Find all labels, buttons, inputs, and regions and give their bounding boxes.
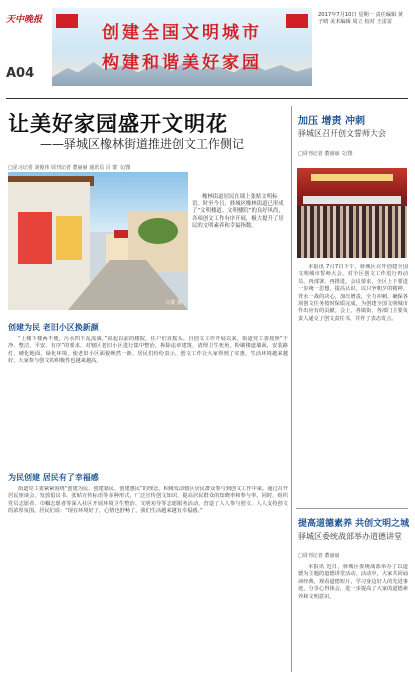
column-divider <box>291 106 292 672</box>
banner-slogan-1: 创建全国文明城市 <box>102 23 262 43</box>
notice-board <box>56 216 82 260</box>
newspaper-logo: 天中晚报 <box>6 15 43 25</box>
meeting-photo <box>297 168 407 258</box>
side-headline: 提高道德素养 共创文明之城 <box>298 519 410 529</box>
page-number: A04 <box>6 66 35 81</box>
side-headline: 加压 增责 冲刺 <box>298 116 365 127</box>
banner-slogan-2: 构建和谐美好家园 <box>102 53 262 73</box>
main-headline: 让美好家园盛开文明花 <box>8 112 228 136</box>
side-byline: □周刊记者 董丽丽 文/图 <box>298 151 353 157</box>
header-divider <box>6 98 408 99</box>
section-heading: 创建为民 老旧小区换新颜 <box>8 323 99 332</box>
section-heading: 为民创建 居民有了幸福感 <box>8 473 99 482</box>
main-photo <box>8 172 188 310</box>
section-body: 街道党工委紧紧围绕“创建为民、创建靠民、创建惠民”的理念，积极发动辖区居民群众参与到创文工作中来。通过召开居民座谈会、发放倡议书、张贴宣传标语等多种形式，广泛宣传创文知识，提高居民群众的知晓率和参与率。同时，组织党员志愿者、巾帼志愿者等深入社区开展环境卫生整治、文明劝导等志愿服务活动，营造了人人参与创文、人人支持创文的浓厚氛围。居民们说：“现在环境好了，心情也舒畅了，我们生活越来越有幸福感。” <box>8 486 288 515</box>
banner-image <box>52 8 312 86</box>
main-subheadline: ——驿城区橡林街道推进创文工作侧记 <box>40 137 245 151</box>
photo-caption: 橡林街道居民在墙上张贴文明标语。时至今日，驿城区橡林街道已形成了“文明楼道、文明楼院”的良好风尚，各项创文工作有序开展，极大提升了居民的文明素养和幸福指数。 <box>192 194 284 229</box>
masthead <box>6 4 408 100</box>
side-subheadline: 驿城区召开创文誓师大会 <box>298 129 386 138</box>
side-body: 本报讯 近日，驿城区委统战部举办了以道德为主题的道德讲堂活动。活动中，大家共同诵读经典，观看道德短片，学习身边好人的先进事迹，分享心得体会，进一步提高了大家的道德素养和文明意识。 <box>298 564 408 600</box>
side-byline: □周刊记者 董丽丽 <box>298 553 340 559</box>
section-divider <box>296 508 408 509</box>
photo-credit: 吕蒙 摄 <box>165 300 182 306</box>
newspaper-page <box>6 4 408 672</box>
section-body: “上楼下楼两不便，污水四下乱流淌。”说起以前的楼院，住户们直摇头。自创文工作开展以来，街道党工委按照“干净、整洁、平安、有序”的要求，对辖区老旧小区进行集中整治，拆除违章建筑，清理卫生死角，粉刷楼道墙面，安装路灯，硬化地面，绿化环境，使老旧小区面貌焕然一新。居民们纷纷表示，创文工作让大家得到了实惠，生活环境越来越好，大家参与创文的积极性也越来越高。 <box>8 336 288 365</box>
side-subheadline: 驿城区委统战部举办道德讲堂 <box>298 532 402 541</box>
side-body: 本报讯 7月7日下午，驿城区召开创建全国文明城市誓师大会，对全区创文工作进行再动员、再部署、再推进。会议要求，全区上下要进一步统一思想，提高认识，以只争朝夕的精神、背水一战的决心，加压增责，全力冲刺，确保各项创文任务按时保质完成，为创建全国文明城市作出应有的贡献。会上，各镇街、各部门主要负责人递交了创文责任书，并作了表态发言。 <box>298 264 408 322</box>
date-editor-info: 2017年7月10日 星期一 责任编辑 黄子晴 美术编辑 周立 校对 王雷雷 <box>318 12 404 25</box>
notice-board <box>18 212 52 264</box>
main-byline: □见习记者 刘俊伟 周刊记者 董丽丽 通讯员 吕 蒙 文/图 <box>8 165 131 171</box>
